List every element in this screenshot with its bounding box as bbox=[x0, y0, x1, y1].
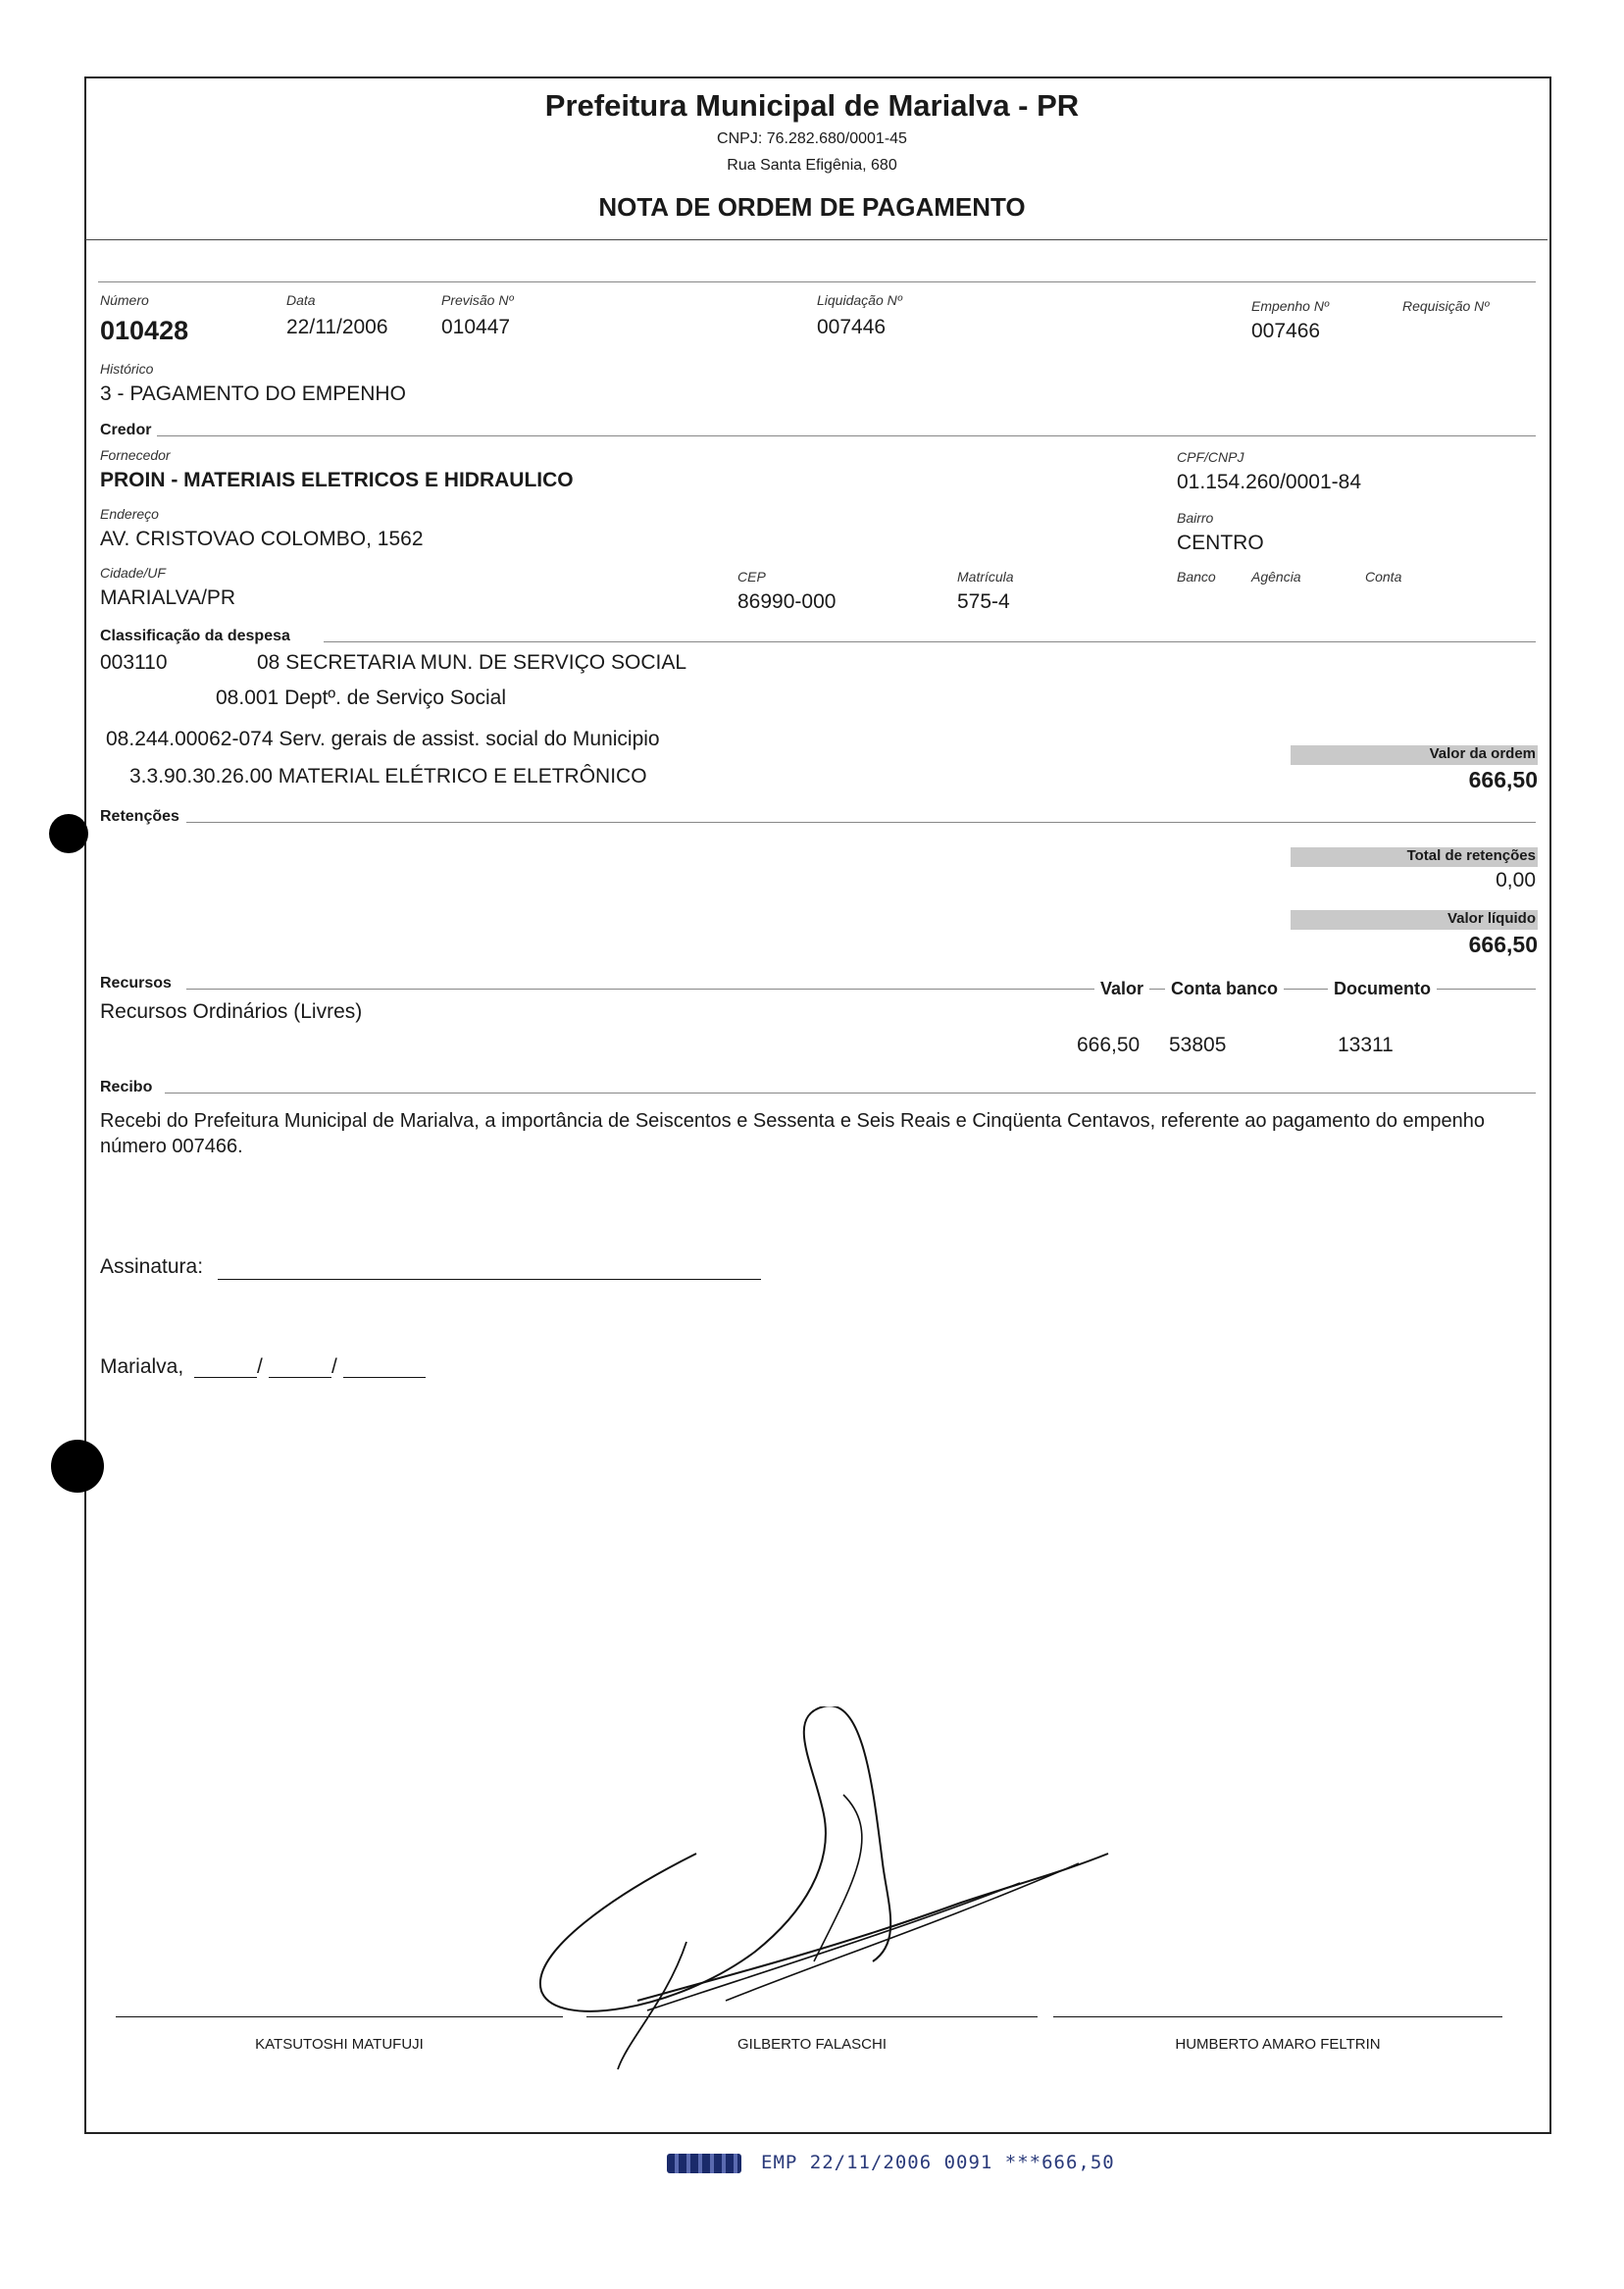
recursos-documento: 13311 bbox=[1338, 1034, 1394, 1056]
recursos-valor-header: Valor bbox=[1094, 979, 1149, 999]
date-day-line bbox=[194, 1377, 257, 1378]
bairro-label: Bairro bbox=[1177, 510, 1214, 526]
banco-label: Banco bbox=[1177, 569, 1216, 585]
empenho-label: Empenho Nº bbox=[1251, 298, 1330, 314]
conta-label: Conta bbox=[1365, 569, 1402, 585]
classificacao-code: 003110 bbox=[100, 651, 168, 674]
historico-value: 3 - PAGAMENTO DO EMPENHO bbox=[100, 382, 406, 405]
credor-divider bbox=[157, 435, 1536, 436]
retencoes-divider bbox=[186, 822, 1536, 823]
signatory-3: HUMBERTO AMARO FELTRIN bbox=[1175, 2036, 1381, 2053]
matricula-label: Matrícula bbox=[957, 569, 1014, 585]
valor-liquido-value: 666,50 bbox=[1468, 932, 1538, 957]
classificacao-funcional: 08.244.00062-074 Serv. gerais de assist. social do Municipio bbox=[106, 728, 660, 750]
recibo-section-label: Recibo bbox=[100, 1079, 158, 1096]
signatory-2: GILBERTO FALASCHI bbox=[737, 2036, 887, 2053]
signature-line-1 bbox=[116, 2016, 563, 2017]
previsao-label: Previsão Nº bbox=[441, 292, 514, 308]
recursos-section-label: Recursos bbox=[100, 975, 178, 992]
classificacao-dept: 08.001 Deptº. de Serviço Social bbox=[216, 687, 507, 709]
classificacao-elemento: 3.3.90.30.26.00 MATERIAL ELÉTRICO E ELETRÔNICO bbox=[129, 765, 647, 788]
header-divider bbox=[85, 239, 1548, 240]
cidade-value: MARIALVA/PR bbox=[100, 586, 236, 609]
empenho-value: 007466 bbox=[1251, 320, 1321, 342]
endereco-value: AV. CRISTOVAO COLOMBO, 1562 bbox=[100, 528, 424, 550]
address-line: Rua Santa Efigênia, 680 bbox=[727, 157, 897, 174]
date-slash-1: / bbox=[257, 1355, 263, 1378]
date-month-line bbox=[269, 1377, 331, 1378]
recursos-documento-header: Documento bbox=[1328, 979, 1437, 999]
assinatura-line bbox=[218, 1279, 761, 1280]
classificacao-divider bbox=[324, 641, 1536, 642]
ids-top-divider bbox=[98, 281, 1536, 282]
signatory-1: KATSUTOSHI MATUFUJI bbox=[255, 2036, 424, 2053]
agencia-label: Agência bbox=[1251, 569, 1301, 585]
date-slash-2: / bbox=[331, 1355, 337, 1378]
data-label: Data bbox=[286, 292, 316, 308]
handwritten-signature bbox=[530, 1706, 1118, 2079]
recursos-valor: 666,50 bbox=[1077, 1034, 1141, 1056]
date-year-line bbox=[343, 1377, 426, 1378]
cep-value: 86990-000 bbox=[737, 590, 837, 613]
classificacao-label: Classificação da despesa bbox=[100, 628, 296, 645]
numero-label: Número bbox=[100, 292, 149, 308]
classificacao-secretaria: 08 SECRETARIA MUN. DE SERVIÇO SOCIAL bbox=[257, 651, 687, 674]
fornecedor-value: PROIN - MATERIAIS ELETRICOS E HIDRAULICO bbox=[100, 469, 574, 491]
municipality-title: Prefeitura Municipal de Marialva - PR bbox=[544, 88, 1080, 123]
stamp-logo-icon bbox=[667, 2154, 741, 2173]
recursos-conta-header: Conta banco bbox=[1165, 979, 1284, 999]
valor-ordem-label: Valor da ordem bbox=[1429, 745, 1536, 762]
numero-value: 010428 bbox=[100, 316, 189, 345]
valor-liquido-label: Valor líquido bbox=[1446, 910, 1536, 927]
recibo-divider bbox=[165, 1093, 1536, 1094]
punch-hole-bottom bbox=[51, 1440, 104, 1493]
bairro-value: CENTRO bbox=[1177, 532, 1264, 554]
recursos-descricao: Recursos Ordinários (Livres) bbox=[100, 1000, 363, 1023]
recibo-text: Recebi do Prefeitura Municipal de Marialva, a importância de Seiscentos e Sessenta e Seis Reais e Cinqüenta Centavos, referente ao pagamento do empenho número 007466. bbox=[100, 1110, 1485, 1157]
cep-label: CEP bbox=[737, 569, 766, 585]
cidade-label: Cidade/UF bbox=[100, 565, 166, 581]
document-title: NOTA DE ORDEM DE PAGAMENTO bbox=[598, 192, 1026, 222]
valor-ordem-value: 666,50 bbox=[1468, 767, 1538, 792]
historico-label: Histórico bbox=[100, 361, 154, 377]
signature-line-3 bbox=[1053, 2016, 1502, 2017]
liquidacao-value: 007446 bbox=[817, 316, 887, 338]
previsao-value: 010447 bbox=[441, 316, 511, 338]
total-retencoes-value: 0,00 bbox=[1496, 869, 1536, 891]
endereco-label: Endereço bbox=[100, 506, 159, 522]
recursos-conta: 53805 bbox=[1169, 1034, 1227, 1056]
matricula-value: 575-4 bbox=[957, 590, 1010, 613]
requisicao-label: Requisição Nº bbox=[1402, 298, 1490, 314]
cnpj-line: CNPJ: 76.282.680/0001-45 bbox=[717, 130, 907, 147]
cpf-value: 01.154.260/0001-84 bbox=[1177, 471, 1362, 493]
fornecedor-label: Fornecedor bbox=[100, 447, 171, 463]
validation-stamp: EMP 22/11/2006 0091 ***666,50 bbox=[761, 2152, 1115, 2173]
cpf-label: CPF/CNPJ bbox=[1177, 449, 1244, 465]
liquidacao-label: Liquidação Nº bbox=[817, 292, 902, 308]
signature-line-2 bbox=[586, 2016, 1038, 2017]
assinatura-label: Assinatura: bbox=[100, 1255, 204, 1278]
total-retencoes-label: Total de retenções bbox=[1406, 847, 1536, 864]
credor-section-label: Credor bbox=[100, 422, 157, 439]
local-label: Marialva, bbox=[100, 1355, 184, 1378]
retencoes-section-label: Retenções bbox=[100, 808, 185, 826]
punch-hole-top bbox=[49, 814, 88, 853]
data-value: 22/11/2006 bbox=[286, 316, 388, 338]
